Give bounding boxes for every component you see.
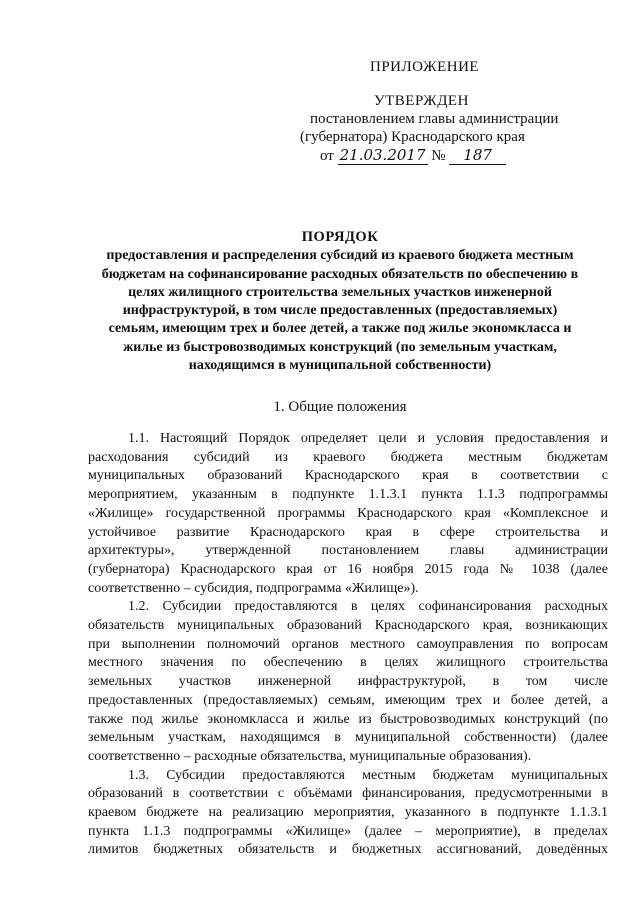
paragraph-1-1 [88,430,608,598]
text-line: также под жилье экономкласса и жилье из быстровозводимых конструкций (по [88,711,608,727]
text-line: земельным участкам, находящимся в муниципальной собственности) (далее [88,730,608,746]
text-line: предоставленных (предоставляемых) семьям, имеющим трех и более детей, а [88,692,608,708]
title-line: целях жилищного строительства земельных участков инженерной [128,284,552,300]
appendix-label: ПРИЛОЖЕНИЕ [370,59,480,75]
text-line: лимитов бюджетных обязательств и бюджетных ассигнований, доведённых [88,842,608,858]
title-line: предоставления и распределения субсидий из краевого бюджета местным [106,248,574,264]
text-line: образований в соответствии с объёмами финансирования, предусмотренными в [88,786,608,802]
text-line: архитектуры», утвержденной постановлением главы администрации [88,543,608,559]
approved-label: УТВЕРЖДЕН [374,93,469,109]
text-line: при выполнении полномочий органов местного самоуправления по вопросам [88,636,608,652]
text-line: мероприятием, указанным в подпункте 1.1.3.1 пункта 1.1.3 подпрограммы [88,487,608,503]
text-line: местного значения по обеспечению в целях жилищного строительства [88,655,608,671]
body-text [88,430,608,860]
text-line: расходования субсидий из краевого бюджета местным бюджетам [88,449,608,465]
text-line: земельных участков инженерной инфраструктурой, в том числе [88,674,608,690]
handwritten-number: 187 [449,146,506,165]
title-line: жилье из быстровозводимых конструкций (по земельным участкам, [123,339,557,355]
title-line: находящимся в муниципальной собственности) [188,358,492,374]
text-line: 1.2. Субсидии предоставляются в целях софинансирования расходных [128,599,608,615]
text-line: муниципальных образований Краснодарского края в соответствии с [88,468,608,484]
paragraph-1-3 [88,767,608,861]
text-line: 1.3. Субсидии предоставляются местным бюджетам муниципальных [128,767,608,783]
text-line: соответственно – расходные обязательства, муниципальные образования). [88,748,532,764]
text-line: обязательств муниципальных образований Краснодарского края, возникающих [88,618,608,634]
approval-line-1: постановлением главы администрации [310,111,559,127]
number-prefix: № [431,148,446,164]
paragraph-1-2 [88,598,608,766]
text-line: (губернатора) Краснодарского края от 16 ноября 2015 года № 1038 (далее [88,561,608,577]
date-prefix: от [320,148,334,164]
text-line: соответственно – субсидия, подпрограмма «Жилище»). [88,580,419,596]
text-line: «Жилище» государственной программы Краснодарского края «Комплексное и [88,505,608,521]
text-line: краевом бюджете на реализацию мероприятия, указанного в подпункте 1.1.3.1 [88,805,608,821]
title-line: бюджетам на софинансирование расходных обязательств по обеспечению в [101,266,579,282]
approval-date-line [320,146,506,165]
title-line: инфраструктурой, в том числе предоставленных (предоставляемых) [122,303,558,319]
title-line: семьям, имеющим трех и более детей, а также под жилье экономкласса и [108,321,572,337]
document-title [60,228,620,375]
approval-line-2: (губернатора) Краснодарского края [300,129,525,145]
text-line: 1.1. Настоящий Порядок определяет цели и условия предоставления и [128,431,608,446]
title-main: ПОРЯДОК [301,229,379,245]
text-line: устойчивое развитие Краснодарского края в сфере строительства и [88,524,608,540]
text-line: пункта 1.1.3 подпрограммы «Жилище» (далее – мероприятие), в пределах [88,823,608,839]
handwritten-date: 21.03.2017 [339,146,426,164]
section-heading: 1. Общие положения [273,399,407,415]
